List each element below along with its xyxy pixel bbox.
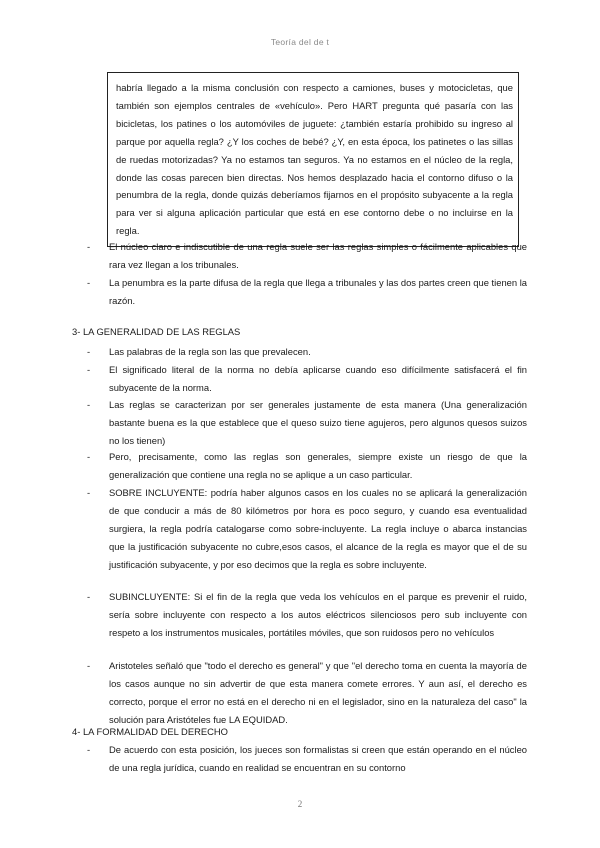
bullet-text: Pero, precisamente, como las reglas son generales, siempre existe un riesgo de que la generalización que contiene una regla no se aplique a un caso particular. (109, 451, 527, 480)
bullet-marker: - (87, 591, 91, 602)
bullet-marker: - (87, 451, 91, 462)
section-heading: 3- LA GENERALIDAD DE LAS REGLAS (72, 326, 241, 337)
bullet-text: Aristoteles señaló que "todo el derecho es general" y que "el derecho toma en cuenta la mayoría de los casos aunque no sin advertir de que esta manera comete errores. Y aun así, el derecho es correcto, porque el error no está en el derecho ni en el legislador, sino en la naturaleza del caso" la solución para Aristóteles fue LA EQUIDAD. (109, 660, 527, 725)
bullet-text: El núcleo claro e indiscutible de una regla suele ser las reglas simples o fácilmente aplicables que rara vez llegan a los tribunales. (109, 241, 527, 270)
bullet-text: El significado literal de la norma no debía aplicarse cuando eso difícilmente satisfacerá el fin subyacente de la norma. (109, 364, 527, 393)
bullet-marker: - (87, 744, 91, 755)
bullet-marker: - (87, 660, 91, 671)
list-item (87, 588, 527, 642)
bullet-text: Las reglas se caracterizan por ser generales justamente de esta manera (Una generalización bastante buena es la que establece que el queso suizo tiene agujeros, pero algunos quesos suizos no los tienen) (109, 399, 527, 446)
bullet-marker: - (87, 241, 91, 252)
list-item (87, 343, 527, 361)
list-item (87, 274, 527, 310)
list-item (87, 361, 527, 397)
list-item (87, 448, 527, 484)
page-number: 2 (297, 799, 303, 809)
quote-box (107, 72, 519, 247)
bullet-text: De acuerdo con esta posición, los jueces son formalistas si creen que están operando en el núcleo de una regla jurídica, cuando en realidad se encuentran en su contorno (109, 744, 527, 773)
bullet-marker: - (87, 399, 91, 410)
bullet-marker: - (87, 487, 91, 498)
running-header: Teoría del de t (270, 37, 330, 47)
bullet-text: SOBRE INCLUYENTE: podría haber algunos casos en los cuales no se aplicará la generalización de que conducir a más de 80 kilómetros por hora es poco seguro, y cuando esa eventualidad surgiera, la regla podría catalogarse como sobre-incluyente. La regla incluye o abarca instancias que la justificación subyacente no cubre,esos casos, el alcance de la regla es mayor que el de su justificación subyacente, y por eso decimos que la regla es sobre incluyente. (109, 487, 527, 570)
quote-text: habría llegado a la misma conclusión con respecto a camiones, buses y motocicletas, que también son ejemplos centrales de «vehículo». Pero HART pregunta qué pasaría con las bicicletas, los patines o los automóviles de juguete: ¿también estaría prohibido su ingreso al parque por aquella regla? ¿Y los coches de bebé? ¿Y, en esta época, los patinetes o las sillas de ruedas motorizadas? Ya no estamos tan seguros. Ya no estamos en el núcleo de la regla, donde las cosas parecen bien directas. Nos hemos desplazado hacia el contorno difuso o la penumbra de la regla, donde quizás deberíamos fijarnos en el propósito subyacente a la regla para ver si alguna aplicación particular que está en ese contorno debe o no incluirse en la regla. (116, 82, 513, 237)
list-item (87, 741, 527, 777)
list-item (87, 396, 527, 450)
bullet-marker: - (87, 364, 91, 375)
bullet-text: La penumbra es la parte difusa de la regla que llega a tribunales y las dos partes creen que tienen la razón. (109, 277, 527, 306)
section-heading: 4- LA FORMALIDAD DEL DERECHO (72, 726, 228, 737)
bullet-marker: - (87, 346, 91, 357)
bullet-text: SUBINCLUYENTE: Si el fin de la regla que veda los vehículos en el parque es prevenir el ruido, sería sobre incluyente con respecto a los autos eléctricos silenciosos pero sub incluyente con respeto a los instrumentos musicales, portátiles móviles, que son ruidosos pero no vehículos (109, 591, 527, 638)
bullet-text: Las palabras de la regla son las que prevalecen. (109, 346, 311, 357)
bullet-marker: - (87, 277, 91, 288)
list-item (87, 484, 527, 574)
list-item (87, 657, 527, 729)
list-item (87, 238, 527, 274)
